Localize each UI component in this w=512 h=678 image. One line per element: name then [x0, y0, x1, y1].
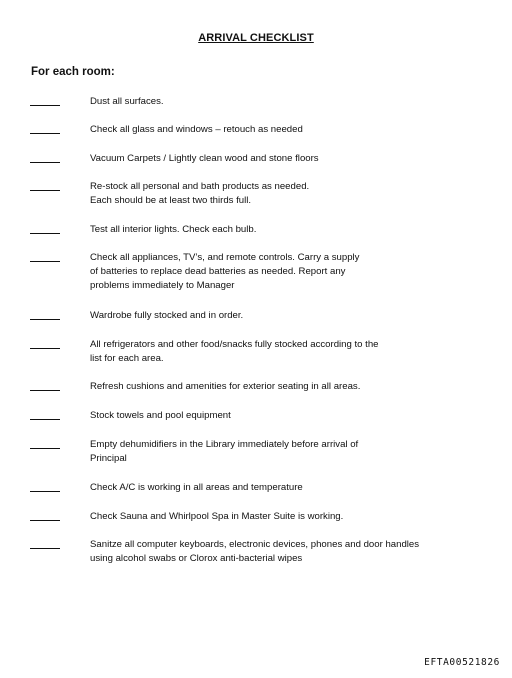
- checklist-item-text: Refresh cushions and amenities for exterior seating in all areas.: [90, 381, 361, 392]
- checklist-item-text: Stock towels and pool equipment: [90, 410, 231, 421]
- checkbox-blank-line: [30, 419, 60, 420]
- checkbox-blank-line: [30, 520, 60, 521]
- document-id-stamp: EFTA00521826: [424, 657, 500, 668]
- checklist-item-text: Wardrobe fully stocked and in order.: [90, 310, 244, 321]
- checkbox-blank-line: [30, 105, 60, 106]
- checkbox-blank-line: [30, 348, 60, 349]
- checkbox-blank-line: [30, 448, 60, 449]
- checkbox-blank-line: [30, 233, 60, 234]
- checkbox-blank-line: [30, 190, 60, 191]
- section-subheading: For each room:: [31, 66, 115, 78]
- checkbox-blank-line: [30, 162, 60, 163]
- checkbox-blank-line: [30, 548, 60, 549]
- checkbox-blank-line: [30, 133, 60, 134]
- checklist-item-text: Sanitze all computer keyboards, electronic devices, phones and door handles using alcohol swabs or Clorox anti-bacterial wipes: [90, 539, 420, 564]
- checkbox-blank-line: [30, 491, 60, 492]
- checklist-item-text: Check A/C is working in all areas and temperature: [90, 482, 303, 493]
- checkbox-blank-line: [30, 390, 60, 391]
- page-title: ARRIVAL CHECKLIST: [198, 32, 314, 44]
- checklist-item-text: Dust all surfaces.: [90, 96, 164, 107]
- checklist-item-text: Test all interior lights. Check each bulb.: [90, 224, 257, 235]
- checklist-item-text: All refrigerators and other food/snacks fully stocked according to the list for each area.: [90, 339, 379, 364]
- checklist-item-text: Check all glass and windows – retouch as needed: [90, 124, 303, 135]
- checklist-item-text: Check all appliances, TV’s, and remote controls. Carry a supply of batteries to replace dead batteries as needed. Report any problems immediately to Manager: [90, 252, 360, 291]
- checklist-item-text: Re-stock all personal and bath products as needed. Each should be at least two thirds full.: [90, 181, 310, 206]
- checkbox-blank-line: [30, 319, 60, 320]
- checkbox-blank-line: [30, 261, 60, 262]
- checklist-item-text: Vacuum Carpets / Lightly clean wood and stone floors: [90, 153, 319, 164]
- checklist-item-text: Check Sauna and Whirlpool Spa in Master Suite is working.: [90, 511, 344, 522]
- checklist-item-text: Empty dehumidifiers in the Library immediately before arrival of Principal: [90, 439, 359, 464]
